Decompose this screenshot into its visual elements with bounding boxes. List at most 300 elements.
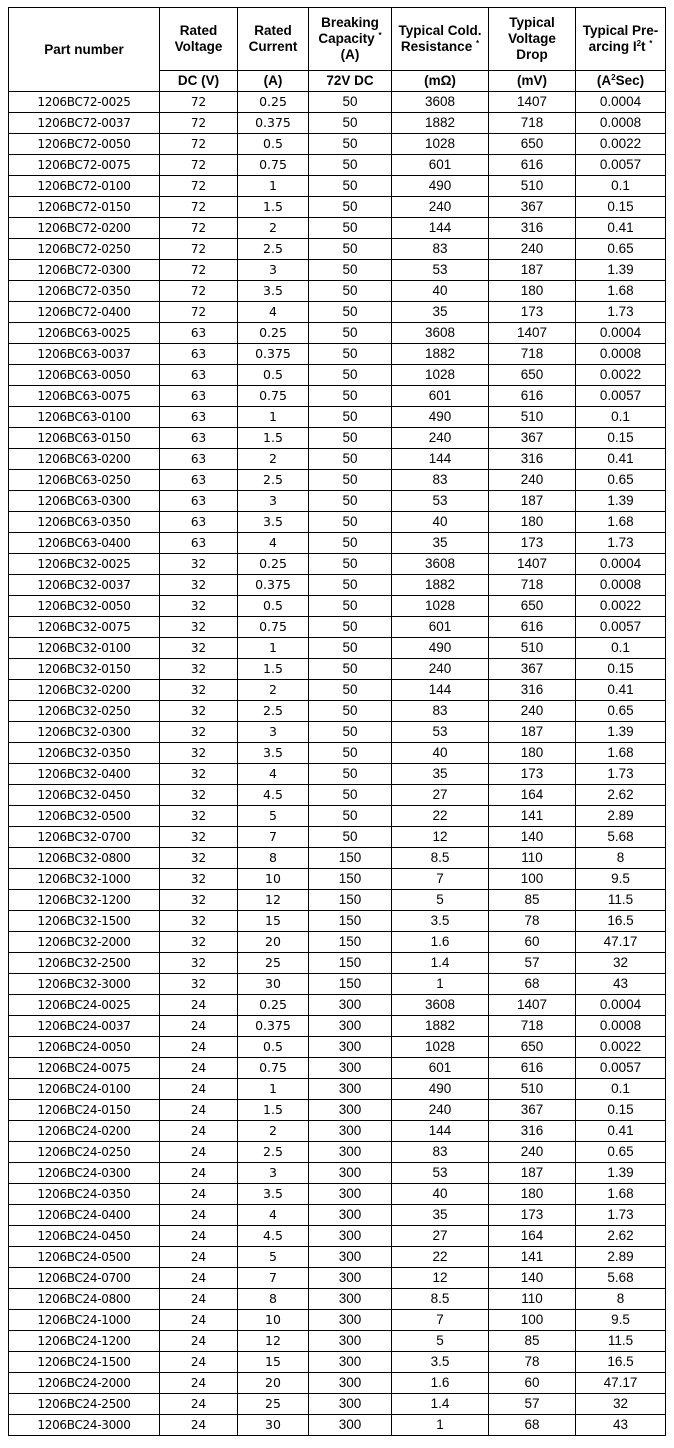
cell-rated-current-a: 3 (238, 260, 309, 281)
table-row (9, 218, 666, 239)
cell-part-number: 1206BC63-0100 (9, 407, 160, 428)
cell-rated-voltage-dc-v: 63 (160, 470, 238, 491)
cell-rated-current-a: 0.75 (238, 1058, 309, 1079)
cell-breaking-capacity-a: 50 (309, 617, 392, 638)
cell-rated-current-a: 15 (238, 911, 309, 932)
cell-typical-voltage-drop-mv: 180 (489, 281, 576, 302)
cell-rated-voltage-dc-v: 24 (160, 1142, 238, 1163)
table-row (9, 365, 666, 386)
cell-rated-current-a: 12 (238, 890, 309, 911)
cell-typical-cold-resistance-mohm: 1882 (392, 113, 489, 134)
cell-rated-voltage-dc-v: 24 (160, 1394, 238, 1415)
cell-part-number: 1206BC72-0350 (9, 281, 160, 302)
cell-typical-voltage-drop-mv: 510 (489, 407, 576, 428)
cell-rated-current-a: 1 (238, 1079, 309, 1100)
cell-typical-prearcing-i2t-a2sec: 11.5 (576, 890, 666, 911)
cell-rated-voltage-dc-v: 32 (160, 806, 238, 827)
cell-breaking-capacity-a: 300 (309, 1079, 392, 1100)
table-row (9, 680, 666, 701)
header-voltage-drop-line2: Voltage (508, 30, 556, 46)
cell-rated-voltage-dc-v: 63 (160, 491, 238, 512)
unit-prearcing-pre: (A (596, 72, 612, 88)
table-row (9, 1121, 666, 1142)
table-row (9, 1142, 666, 1163)
cell-typical-cold-resistance-mohm: 1.4 (392, 953, 489, 974)
cell-rated-voltage-dc-v: 32 (160, 617, 238, 638)
cell-rated-current-a: 0.25 (238, 323, 309, 344)
cell-typical-cold-resistance-mohm: 53 (392, 1163, 489, 1184)
cell-typical-cold-resistance-mohm: 3608 (392, 995, 489, 1016)
cell-rated-current-a: 3 (238, 1163, 309, 1184)
cell-typical-prearcing-i2t-a2sec: 0.15 (576, 1100, 666, 1121)
cell-typical-prearcing-i2t-a2sec: 0.0022 (576, 134, 666, 155)
cell-typical-prearcing-i2t-a2sec: 16.5 (576, 1352, 666, 1373)
cell-rated-voltage-dc-v: 32 (160, 911, 238, 932)
header-prearcing-superscript: 2 (636, 38, 642, 48)
cell-typical-prearcing-i2t-a2sec: 0.0022 (576, 596, 666, 617)
cell-rated-voltage-dc-v: 32 (160, 659, 238, 680)
cell-part-number: 1206BC24-0050 (9, 1037, 160, 1058)
cell-breaking-capacity-a: 50 (309, 764, 392, 785)
cell-part-number: 1206BC24-0500 (9, 1247, 160, 1268)
table-row (9, 932, 666, 953)
cell-rated-current-a: 12 (238, 1331, 309, 1352)
cell-rated-current-a: 15 (238, 1352, 309, 1373)
cell-breaking-capacity-a: 50 (309, 638, 392, 659)
cell-typical-prearcing-i2t-a2sec: 0.0057 (576, 386, 666, 407)
cell-breaking-capacity-a: 300 (309, 1205, 392, 1226)
cell-part-number: 1206BC32-1000 (9, 869, 160, 890)
cell-typical-prearcing-i2t-a2sec: 0.0057 (576, 1058, 666, 1079)
cell-part-number: 1206BC63-0025 (9, 323, 160, 344)
cell-breaking-capacity-a: 50 (309, 260, 392, 281)
cell-typical-cold-resistance-mohm: 601 (392, 155, 489, 176)
cell-breaking-capacity-a: 50 (309, 512, 392, 533)
table-row (9, 1373, 666, 1394)
cell-rated-voltage-dc-v: 32 (160, 869, 238, 890)
cell-typical-voltage-drop-mv: 60 (489, 1373, 576, 1394)
table-row (9, 260, 666, 281)
cell-part-number: 1206BC24-0300 (9, 1163, 160, 1184)
cell-typical-prearcing-i2t-a2sec: 1.39 (576, 260, 666, 281)
cell-typical-voltage-drop-mv: 367 (489, 197, 576, 218)
cell-rated-voltage-dc-v: 63 (160, 428, 238, 449)
unit-prearcing-superscript: 2 (611, 72, 616, 82)
cell-typical-prearcing-i2t-a2sec: 2.89 (576, 806, 666, 827)
cell-typical-voltage-drop-mv: 616 (489, 386, 576, 407)
cell-part-number: 1206BC63-0350 (9, 512, 160, 533)
cell-rated-voltage-dc-v: 24 (160, 1121, 238, 1142)
cell-typical-prearcing-i2t-a2sec: 1.73 (576, 533, 666, 554)
table-row (9, 344, 666, 365)
table-row (9, 554, 666, 575)
table-row (9, 617, 666, 638)
cell-typical-cold-resistance-mohm: 35 (392, 302, 489, 323)
cell-rated-current-a: 2 (238, 1121, 309, 1142)
cell-typical-prearcing-i2t-a2sec: 2.89 (576, 1247, 666, 1268)
header-breaking-capacity (309, 8, 392, 71)
cell-typical-prearcing-i2t-a2sec: 0.0008 (576, 113, 666, 134)
cell-typical-prearcing-i2t-a2sec: 0.1 (576, 1079, 666, 1100)
cell-typical-voltage-drop-mv: 57 (489, 1394, 576, 1415)
cell-typical-cold-resistance-mohm: 40 (392, 512, 489, 533)
cell-part-number: 1206BC24-1000 (9, 1310, 160, 1331)
table-row (9, 155, 666, 176)
cell-typical-prearcing-i2t-a2sec: 0.15 (576, 197, 666, 218)
cell-typical-cold-resistance-mohm: 5 (392, 1331, 489, 1352)
cell-typical-voltage-drop-mv: 650 (489, 365, 576, 386)
cell-rated-voltage-dc-v: 63 (160, 512, 238, 533)
table-row (9, 449, 666, 470)
cell-typical-prearcing-i2t-a2sec: 8 (576, 848, 666, 869)
table-row (9, 134, 666, 155)
cell-part-number: 1206BC32-2000 (9, 932, 160, 953)
cell-rated-current-a: 0.25 (238, 554, 309, 575)
cell-part-number: 1206BC32-0037 (9, 575, 160, 596)
cell-typical-prearcing-i2t-a2sec: 5.68 (576, 1268, 666, 1289)
cell-typical-voltage-drop-mv: 367 (489, 659, 576, 680)
cell-breaking-capacity-a: 50 (309, 113, 392, 134)
cell-rated-current-a: 3.5 (238, 1184, 309, 1205)
cell-part-number: 1206BC63-0150 (9, 428, 160, 449)
cell-typical-cold-resistance-mohm: 490 (392, 176, 489, 197)
cell-typical-voltage-drop-mv: 240 (489, 1142, 576, 1163)
cell-breaking-capacity-a: 300 (309, 1163, 392, 1184)
cell-breaking-capacity-a: 300 (309, 1289, 392, 1310)
cell-typical-voltage-drop-mv: 240 (489, 239, 576, 260)
cell-rated-voltage-dc-v: 24 (160, 1373, 238, 1394)
table-row (9, 659, 666, 680)
cell-rated-current-a: 0.25 (238, 92, 309, 113)
cell-typical-prearcing-i2t-a2sec: 0.41 (576, 680, 666, 701)
cell-rated-voltage-dc-v: 72 (160, 239, 238, 260)
header-breaking-capacity-line1: Breaking (321, 14, 379, 30)
table-row (9, 785, 666, 806)
cell-typical-prearcing-i2t-a2sec: 2.62 (576, 785, 666, 806)
cell-typical-prearcing-i2t-a2sec: 8 (576, 1289, 666, 1310)
cell-rated-voltage-dc-v: 24 (160, 1331, 238, 1352)
cell-breaking-capacity-a: 50 (309, 344, 392, 365)
cell-breaking-capacity-a: 50 (309, 428, 392, 449)
cell-breaking-capacity-a: 300 (309, 1016, 392, 1037)
cell-typical-cold-resistance-mohm: 490 (392, 1079, 489, 1100)
cell-part-number: 1206BC63-0250 (9, 470, 160, 491)
table-row (9, 1184, 666, 1205)
cell-typical-cold-resistance-mohm: 601 (392, 386, 489, 407)
cell-rated-current-a: 1.5 (238, 428, 309, 449)
cell-breaking-capacity-a: 50 (309, 365, 392, 386)
cell-part-number: 1206BC63-0300 (9, 491, 160, 512)
unit-prearcing (576, 70, 666, 91)
cell-typical-prearcing-i2t-a2sec: 0.0057 (576, 617, 666, 638)
table-row (9, 743, 666, 764)
cell-breaking-capacity-a: 300 (309, 1247, 392, 1268)
cell-rated-voltage-dc-v: 32 (160, 554, 238, 575)
cell-part-number: 1206BC32-0800 (9, 848, 160, 869)
cell-typical-cold-resistance-mohm: 240 (392, 1100, 489, 1121)
table-row (9, 1205, 666, 1226)
header-part-number (9, 8, 160, 92)
cell-rated-voltage-dc-v: 32 (160, 785, 238, 806)
cell-typical-cold-resistance-mohm: 144 (392, 1121, 489, 1142)
cell-breaking-capacity-a: 300 (309, 1415, 392, 1436)
cell-typical-cold-resistance-mohm: 1 (392, 974, 489, 995)
cell-rated-current-a: 8 (238, 1289, 309, 1310)
cell-rated-current-a: 3 (238, 491, 309, 512)
cell-typical-prearcing-i2t-a2sec: 0.0022 (576, 365, 666, 386)
cell-rated-current-a: 2 (238, 680, 309, 701)
cell-rated-voltage-dc-v: 32 (160, 638, 238, 659)
cell-breaking-capacity-a: 50 (309, 806, 392, 827)
cell-typical-voltage-drop-mv: 367 (489, 428, 576, 449)
cell-breaking-capacity-a: 50 (309, 155, 392, 176)
cell-rated-current-a: 20 (238, 1373, 309, 1394)
cell-typical-voltage-drop-mv: 240 (489, 701, 576, 722)
cell-part-number: 1206BC32-1500 (9, 911, 160, 932)
header-rated-current (238, 8, 309, 71)
cell-typical-prearcing-i2t-a2sec: 1.68 (576, 1184, 666, 1205)
cell-breaking-capacity-a: 50 (309, 134, 392, 155)
cell-rated-voltage-dc-v: 24 (160, 1163, 238, 1184)
unit-resistance: (mΩ) (392, 70, 489, 91)
cell-breaking-capacity-a: 50 (309, 323, 392, 344)
cell-typical-prearcing-i2t-a2sec: 5.68 (576, 827, 666, 848)
table-row (9, 176, 666, 197)
cell-part-number: 1206BC72-0075 (9, 155, 160, 176)
cell-rated-voltage-dc-v: 32 (160, 827, 238, 848)
header-rated-voltage-line1: Rated (179, 22, 218, 38)
cell-typical-cold-resistance-mohm: 601 (392, 617, 489, 638)
cell-rated-voltage-dc-v: 32 (160, 701, 238, 722)
header-cold-resistance (392, 8, 489, 71)
cell-rated-voltage-dc-v: 72 (160, 197, 238, 218)
cell-breaking-capacity-a: 50 (309, 470, 392, 491)
cell-typical-voltage-drop-mv: 100 (489, 869, 576, 890)
cell-typical-prearcing-i2t-a2sec: 0.65 (576, 470, 666, 491)
table-row (9, 1289, 666, 1310)
cell-part-number: 1206BC24-0250 (9, 1142, 160, 1163)
cell-rated-voltage-dc-v: 24 (160, 1037, 238, 1058)
cell-typical-prearcing-i2t-a2sec: 0.0008 (576, 1016, 666, 1037)
cell-rated-current-a: 25 (238, 953, 309, 974)
table-row (9, 239, 666, 260)
cell-rated-voltage-dc-v: 32 (160, 932, 238, 953)
cell-part-number: 1206BC72-0400 (9, 302, 160, 323)
cell-typical-cold-resistance-mohm: 601 (392, 1058, 489, 1079)
cell-breaking-capacity-a: 150 (309, 848, 392, 869)
cell-breaking-capacity-a: 50 (309, 575, 392, 596)
cell-typical-voltage-drop-mv: 180 (489, 1184, 576, 1205)
table-row (9, 722, 666, 743)
cell-typical-cold-resistance-mohm: 1 (392, 1415, 489, 1436)
unit-breaking: 72V DC (309, 70, 392, 91)
cell-typical-cold-resistance-mohm: 1.4 (392, 1394, 489, 1415)
cell-breaking-capacity-a: 50 (309, 281, 392, 302)
cell-part-number: 1206BC32-0250 (9, 701, 160, 722)
cell-typical-cold-resistance-mohm: 83 (392, 470, 489, 491)
cell-rated-current-a: 30 (238, 1415, 309, 1436)
table-row (9, 113, 666, 134)
cell-rated-current-a: 3.5 (238, 743, 309, 764)
cell-breaking-capacity-a: 50 (309, 659, 392, 680)
header-breaking-capacity-line2 (309, 31, 391, 47)
cell-part-number: 1206BC63-0037 (9, 344, 160, 365)
cell-typical-voltage-drop-mv: 1407 (489, 995, 576, 1016)
cell-breaking-capacity-a: 300 (309, 1121, 392, 1142)
cell-part-number: 1206BC32-0350 (9, 743, 160, 764)
cell-typical-prearcing-i2t-a2sec: 0.65 (576, 239, 666, 260)
header-rated-current-line1: Rated (254, 22, 292, 38)
cell-rated-current-a: 1 (238, 638, 309, 659)
cell-breaking-capacity-a: 50 (309, 596, 392, 617)
cell-typical-cold-resistance-mohm: 7 (392, 869, 489, 890)
cell-typical-cold-resistance-mohm: 83 (392, 1142, 489, 1163)
table-row (9, 1352, 666, 1373)
table-row (9, 386, 666, 407)
cell-typical-cold-resistance-mohm: 3608 (392, 554, 489, 575)
cell-typical-prearcing-i2t-a2sec: 9.5 (576, 869, 666, 890)
cell-typical-voltage-drop-mv: 316 (489, 680, 576, 701)
cell-breaking-capacity-a: 300 (309, 1100, 392, 1121)
cell-typical-prearcing-i2t-a2sec: 32 (576, 953, 666, 974)
cell-typical-voltage-drop-mv: 616 (489, 1058, 576, 1079)
cell-typical-cold-resistance-mohm: 22 (392, 1247, 489, 1268)
cell-rated-voltage-dc-v: 24 (160, 1352, 238, 1373)
cell-rated-voltage-dc-v: 32 (160, 596, 238, 617)
cell-typical-voltage-drop-mv: 57 (489, 953, 576, 974)
cell-typical-voltage-drop-mv: 718 (489, 113, 576, 134)
cell-rated-current-a: 4.5 (238, 785, 309, 806)
cell-typical-voltage-drop-mv: 650 (489, 134, 576, 155)
cell-part-number: 1206BC24-0150 (9, 1100, 160, 1121)
cell-typical-voltage-drop-mv: 110 (489, 1289, 576, 1310)
table-row (9, 1331, 666, 1352)
cell-rated-voltage-dc-v: 63 (160, 365, 238, 386)
cell-typical-voltage-drop-mv: 78 (489, 911, 576, 932)
cell-typical-cold-resistance-mohm: 35 (392, 764, 489, 785)
cell-typical-cold-resistance-mohm: 53 (392, 260, 489, 281)
header-cold-resistance-asterisk: * (475, 38, 480, 48)
cell-rated-voltage-dc-v: 24 (160, 1079, 238, 1100)
cell-typical-voltage-drop-mv: 187 (489, 722, 576, 743)
cell-typical-cold-resistance-mohm: 35 (392, 533, 489, 554)
cell-typical-prearcing-i2t-a2sec: 0.41 (576, 1121, 666, 1142)
cell-rated-voltage-dc-v: 72 (160, 134, 238, 155)
header-rated-current-line2: Current (248, 38, 298, 54)
cell-rated-current-a: 8 (238, 848, 309, 869)
cell-typical-prearcing-i2t-a2sec: 1.68 (576, 512, 666, 533)
cell-typical-voltage-drop-mv: 68 (489, 1415, 576, 1436)
cell-rated-current-a: 20 (238, 932, 309, 953)
cell-typical-voltage-drop-mv: 510 (489, 176, 576, 197)
cell-rated-voltage-dc-v: 24 (160, 1415, 238, 1436)
cell-part-number: 1206BC24-3000 (9, 1415, 160, 1436)
cell-part-number: 1206BC63-0050 (9, 365, 160, 386)
cell-part-number: 1206BC32-0025 (9, 554, 160, 575)
cell-part-number: 1206BC32-0450 (9, 785, 160, 806)
cell-part-number: 1206BC63-0400 (9, 533, 160, 554)
cell-rated-current-a: 5 (238, 806, 309, 827)
table-row (9, 92, 666, 113)
cell-typical-prearcing-i2t-a2sec: 0.41 (576, 449, 666, 470)
cell-breaking-capacity-a: 50 (309, 701, 392, 722)
cell-rated-voltage-dc-v: 24 (160, 1247, 238, 1268)
cell-rated-voltage-dc-v: 72 (160, 92, 238, 113)
header-voltage-drop (489, 8, 576, 71)
header-prearcing-text: arcing I (588, 38, 637, 54)
cell-rated-current-a: 0.25 (238, 995, 309, 1016)
cell-breaking-capacity-a: 50 (309, 722, 392, 743)
cell-typical-voltage-drop-mv: 187 (489, 260, 576, 281)
cell-typical-voltage-drop-mv: 510 (489, 638, 576, 659)
cell-rated-current-a: 0.75 (238, 386, 309, 407)
table-row (9, 1016, 666, 1037)
cell-typical-voltage-drop-mv: 78 (489, 1352, 576, 1373)
cell-typical-prearcing-i2t-a2sec: 1.68 (576, 281, 666, 302)
header-breaking-capacity-text: Capacity (318, 30, 375, 46)
cell-typical-prearcing-i2t-a2sec: 16.5 (576, 911, 666, 932)
cell-typical-voltage-drop-mv: 718 (489, 344, 576, 365)
table-row (9, 596, 666, 617)
cell-rated-current-a: 1 (238, 407, 309, 428)
cell-rated-current-a: 4 (238, 1205, 309, 1226)
cell-breaking-capacity-a: 50 (309, 92, 392, 113)
cell-typical-voltage-drop-mv: 85 (489, 1331, 576, 1352)
cell-rated-current-a: 0.5 (238, 1037, 309, 1058)
cell-part-number: 1206BC24-0800 (9, 1289, 160, 1310)
header-breaking-capacity-asterisk: * (378, 30, 382, 40)
cell-typical-voltage-drop-mv: 316 (489, 1121, 576, 1142)
cell-breaking-capacity-a: 50 (309, 407, 392, 428)
cell-typical-prearcing-i2t-a2sec: 11.5 (576, 1331, 666, 1352)
cell-typical-cold-resistance-mohm: 1882 (392, 575, 489, 596)
cell-breaking-capacity-a: 50 (309, 197, 392, 218)
cell-typical-prearcing-i2t-a2sec: 1.39 (576, 491, 666, 512)
cell-typical-cold-resistance-mohm: 3.5 (392, 1352, 489, 1373)
cell-typical-cold-resistance-mohm: 1882 (392, 344, 489, 365)
cell-rated-current-a: 2.5 (238, 470, 309, 491)
table-row (9, 1310, 666, 1331)
cell-rated-voltage-dc-v: 24 (160, 1289, 238, 1310)
table-row (9, 827, 666, 848)
cell-typical-voltage-drop-mv: 100 (489, 1310, 576, 1331)
table-row (9, 995, 666, 1016)
cell-part-number: 1206BC24-0450 (9, 1226, 160, 1247)
cell-part-number: 1206BC32-3000 (9, 974, 160, 995)
cell-part-number: 1206BC32-0500 (9, 806, 160, 827)
cell-typical-voltage-drop-mv: 85 (489, 890, 576, 911)
table-row (9, 974, 666, 995)
cell-breaking-capacity-a: 300 (309, 1373, 392, 1394)
table-row (9, 911, 666, 932)
table-row (9, 953, 666, 974)
cell-rated-current-a: 0.375 (238, 1016, 309, 1037)
cell-rated-voltage-dc-v: 72 (160, 113, 238, 134)
cell-typical-cold-resistance-mohm: 27 (392, 1226, 489, 1247)
cell-typical-cold-resistance-mohm: 5 (392, 890, 489, 911)
cell-rated-current-a: 0.375 (238, 344, 309, 365)
header-prearcing-line1: Typical Pre- (582, 22, 659, 38)
table-row (9, 806, 666, 827)
cell-typical-voltage-drop-mv: 180 (489, 743, 576, 764)
cell-rated-voltage-dc-v: 24 (160, 1184, 238, 1205)
cell-typical-voltage-drop-mv: 616 (489, 617, 576, 638)
cell-typical-cold-resistance-mohm: 1.6 (392, 932, 489, 953)
cell-rated-voltage-dc-v: 32 (160, 764, 238, 785)
cell-breaking-capacity-a: 150 (309, 869, 392, 890)
cell-typical-cold-resistance-mohm: 27 (392, 785, 489, 806)
cell-breaking-capacity-a: 300 (309, 1184, 392, 1205)
